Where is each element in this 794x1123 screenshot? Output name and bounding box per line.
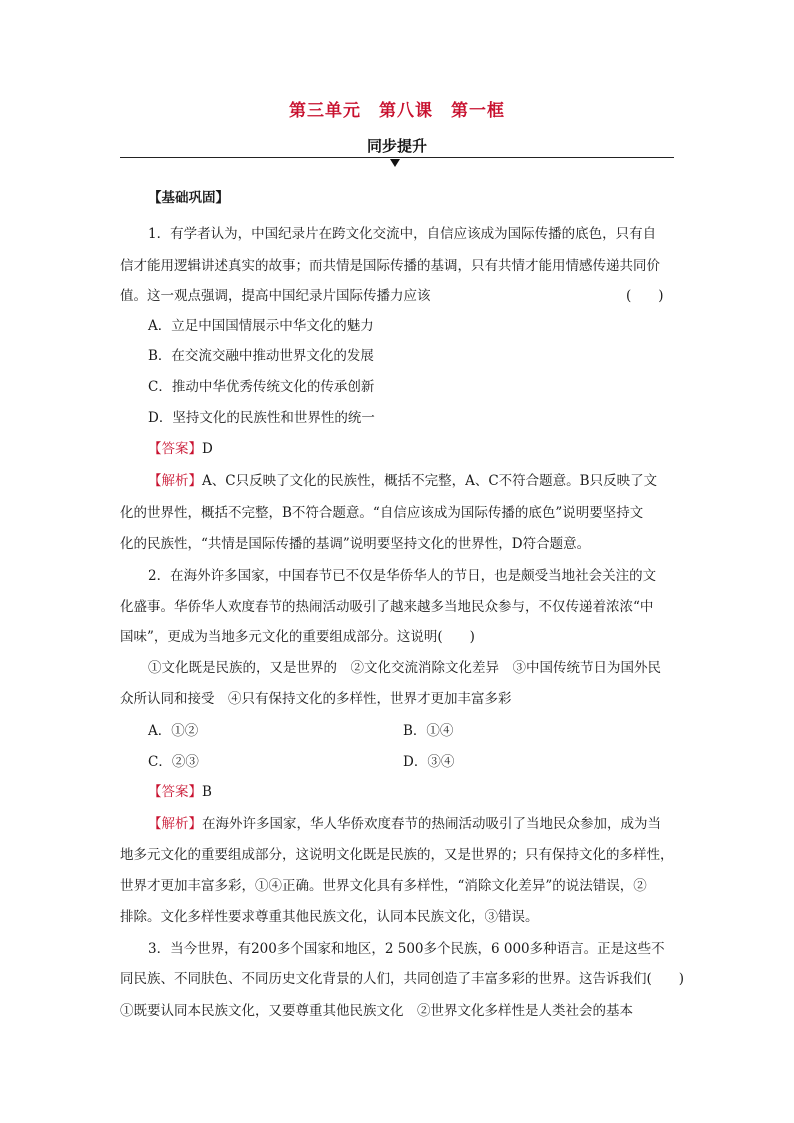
unit-title: 第三单元 第八课 第一框 [289, 101, 505, 121]
analysis-label: 【解析】 [148, 816, 202, 832]
q1-answer-blank: ( ) [626, 288, 664, 304]
q1-analysis-line: 化的世界性，概括不完整，B不符合题意。“自信应该成为国际传播的底色”说明要坚持文 [120, 505, 644, 521]
answer-value: D [202, 441, 213, 457]
q3-stem-line: 同民族、不同肤色、不同历史文化背景的人们，共同创造了丰富多彩的世界。这告诉我们( ) [120, 971, 685, 987]
analysis-text: A、C只反映了文化的民族性，概括不完整，A、C不符合题意。B只反映了文 [202, 473, 658, 489]
q1-option: D．坚持文化的民族性和世界性的统一 [148, 410, 375, 426]
analysis-label: 【解析】 [148, 473, 202, 489]
q2-analysis-line [148, 814, 661, 834]
q1-stem-line: 信才能用逻辑讲述真实的故事；而共情是国际传播的基调，只有共情才能用情感传递共同价 [120, 258, 660, 274]
q1-analysis-line [148, 471, 657, 491]
q1-option: C．推动中华优秀传统文化的传承创新 [148, 379, 375, 395]
analysis-text: 在海外许多国家，华人华侨欢度春节的热闹活动吸引了当地民众参加，成为当 [202, 816, 661, 832]
q2-analysis-line: 世界才更加丰富多彩，①④正确。世界文化具有多样性，“消除文化差异”的说法错误，② [120, 878, 647, 894]
q1-stem-line: 值。这一观点强调，提高中国纪录片国际传播力应该 [120, 288, 431, 304]
q2-answer [148, 782, 212, 802]
section-heading: 【基础巩固】 [148, 190, 229, 206]
q2-option: C．②③ [148, 754, 199, 770]
answer-value: B [202, 784, 212, 800]
q2-stem-line: 2．在海外许多国家，中国春节已不仅是华侨华人的节日，也是颇受当地社会关注的文 [148, 568, 657, 584]
answer-label: 【答案】 [148, 784, 202, 800]
q1-option: B．在交流交融中推动世界文化的发展 [148, 348, 374, 364]
q2-statement-line: ①文化既是民族的，又是世界的 ②文化交流消除文化差异 ③中国传统节日为国外民 [148, 660, 661, 676]
q2-analysis-line: 地多元文化的重要组成部分，这说明文化既是民族的，又是世界的；只有保持文化的多样性， [120, 847, 674, 863]
q1-option: A．立足中国国情展示中华文化的魅力 [148, 318, 374, 334]
triangle-marker-icon [390, 159, 400, 167]
q2-statement-line: 众所认同和接受 ④只有保持文化的多样性，世界才更加丰富多彩 [120, 691, 512, 707]
q1-answer [148, 439, 213, 459]
section-title: 同步提升 [366, 137, 427, 155]
answer-label: 【答案】 [148, 441, 202, 457]
q2-option: A．①② [148, 723, 199, 739]
q2-option: D．③④ [403, 754, 455, 770]
q2-analysis-line: 排除。文化多样性要求尊重其他民族文化，认同本民族文化，③错误。 [120, 909, 539, 925]
q3-stem-line: 3．当今世界，有200多个国家和地区，2 500多个民族，6 000多种语言。正是这些不 [148, 941, 665, 957]
header-divider [120, 157, 674, 158]
q2-stem-line: 化盛事。华侨华人欢度春节的热闹活动吸引了越来越多当地民众参与，不仅传递着浓浓“中 [120, 599, 654, 615]
q2-stem-line: 国味”，更成为当地多元文化的重要组成部分。这说明( ) [120, 629, 475, 645]
q1-analysis-line: 化的民族性，“共情是国际传播的基调”说明要坚持文化的世界性，D符合题意。 [120, 536, 591, 552]
q3-statement-line: ①既要认同本民族文化，又要尊重其他民族文化 ②世界文化多样性是人类社会的基本 [120, 1003, 633, 1019]
q2-option: B．①④ [403, 723, 454, 739]
q1-stem-line: 1．有学者认为，中国纪录片在跨文化交流中，自信应该成为国际传播的底色，只有自 [148, 226, 657, 242]
